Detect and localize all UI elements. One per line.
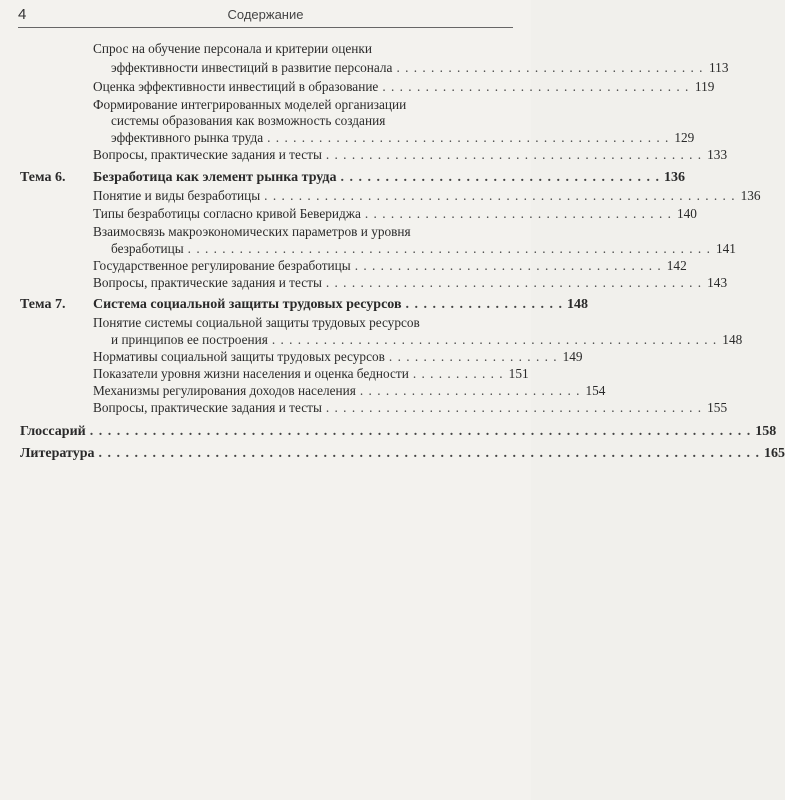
toc-entry[interactable]	[93, 147, 728, 163]
toc-entry-line: Понятие системы социальной защиты трудовых ресурсов	[93, 315, 420, 330]
toc-entry-label: Система социальной защиты трудовых ресурсов	[93, 297, 402, 312]
toc-page-number: 148	[722, 332, 743, 347]
toc-page-number: 149	[562, 349, 583, 364]
toc-page-number: 119	[694, 79, 715, 94]
toc-page-number: 129	[674, 130, 695, 145]
dot-leader: . . . . . . . . . . . . . . . . . . . .	[388, 349, 558, 364]
dot-leader: . . . . . . . . . . . . . . . . . . . . . . . . . . . . . . . . . . . . . . . . . . . . . . . . . . . .	[271, 332, 718, 347]
toc-entry-label: Безработица как элемент рынка труда	[93, 170, 337, 185]
toc-theme-entry[interactable]	[93, 170, 685, 186]
toc-entry-label: эффективности инвестиций в развитие персонала	[111, 60, 393, 75]
toc-entry-label: безработицы	[111, 241, 184, 256]
toc-entry-label: Оценка эффективности инвестиций в образование	[93, 79, 379, 94]
toc-entry[interactable]	[93, 188, 761, 204]
toc-theme-entry[interactable]	[93, 297, 589, 313]
toc-entry-line: Взаимосвязь макроэкономических параметров и уровня	[93, 224, 411, 239]
toc-page-number: 151	[508, 366, 529, 381]
toc-entry-label: Типы безработицы согласно кривой Бевериджа	[93, 206, 361, 221]
page-title: Содержание	[227, 7, 304, 22]
dot-leader: . . . . . . . . . . . . . . . . . . . . . . . . . . . . . . . . . . . .	[396, 60, 704, 75]
toc-page-number: 148	[567, 297, 589, 312]
toc-page-number: 141	[715, 241, 736, 256]
toc-entry-label: Вопросы, практические задания и тесты	[93, 147, 322, 162]
dot-leader: . . . . . . . . . . . . . . . . . . . . . . . . . .	[359, 383, 581, 398]
toc-entry[interactable]	[111, 60, 729, 76]
toc-entry[interactable]	[93, 349, 583, 365]
dot-leader: . . . . . . . . . . .	[412, 366, 504, 381]
toc-page-number: 154	[585, 383, 606, 398]
toc-entry[interactable]	[111, 332, 743, 348]
dot-leader: . . . . . . . . . . . . . . . . . . . . . . . . . . . . . . . . . . . .	[364, 206, 672, 221]
toc-entry[interactable]	[93, 79, 715, 95]
page-number: 4	[18, 6, 27, 23]
toc-entry-line: Формирование интегрированных моделей организации	[93, 97, 407, 112]
dot-leader: . . . . . . . . . . . . . . . . . . . . . . . . . . . . . . . . . . . . . . . . . . . . . . . . . . . . . . . . . . . . . . . . . . . . . . . . . .	[89, 424, 752, 439]
header-rule	[18, 27, 513, 28]
toc-page-number: 143	[707, 275, 728, 290]
toc-entry-label: Глоссарий	[20, 424, 86, 439]
toc-entry[interactable]	[93, 383, 606, 399]
dot-leader: . . . . . . . . . . . . . . . . . . . . . . . . . . . . . . . . . . . . . . . . . . . .	[325, 147, 703, 162]
toc-entry-line: системы образования как возможность создания	[111, 113, 386, 128]
toc-page-number: 140	[676, 206, 697, 221]
toc-page-number: 142	[666, 258, 687, 273]
toc-entry-line: Спрос на обучение персонала и критерии оценки	[93, 41, 372, 56]
toc-entry-label: Вопросы, практические задания и тесты	[93, 400, 322, 415]
toc-page-number: 158	[755, 424, 777, 439]
toc-entry-label: Вопросы, практические задания и тесты	[93, 275, 322, 290]
toc-entry-label: Литература	[20, 446, 95, 461]
toc-entry-label: Понятие и виды безработицы	[93, 188, 261, 203]
toc-entry-label: Государственное регулирование безработицы	[93, 258, 351, 273]
toc-page-number: 113	[709, 60, 729, 75]
toc-entry[interactable]	[111, 130, 695, 146]
toc-entry[interactable]	[93, 206, 697, 222]
toc-entry[interactable]	[93, 400, 728, 416]
toc-page-number: 136	[664, 170, 685, 185]
theme-number: Тема 7.	[20, 297, 66, 312]
dot-leader: . . . . . . . . . . . . . . . . . . . . . . . . . . . . . . . . . . . .	[340, 170, 660, 185]
toc-section-entry[interactable]	[20, 446, 785, 462]
toc-section-entry[interactable]	[20, 424, 777, 440]
toc-entry[interactable]	[111, 241, 736, 257]
theme-number: Тема 6.	[20, 170, 66, 185]
dot-leader: . . . . . . . . . . . . . . . . . . . . . . . . . . . . . . . . . . . . . . . . . . . . . . . . . . . . . . . . . . . . . . . . . . . . . . . . . .	[98, 446, 760, 461]
toc-page-number: 136	[740, 188, 761, 203]
dot-leader: . . . . . . . . . . . . . . . . . . . . . . . . . . . . . . . . . . . .	[354, 258, 662, 273]
toc-entry-label: эффективного рынка труда	[111, 130, 264, 145]
toc-page-number: 133	[707, 147, 728, 162]
dot-leader: . . . . . . . . . . . . . . . . . .	[405, 297, 564, 312]
toc-entry[interactable]	[93, 275, 728, 291]
dot-leader: . . . . . . . . . . . . . . . . . . . . . . . . . . . . . . . . . . . . . . . . . . . .	[325, 275, 703, 290]
toc-entry-label: Показатели уровня жизни населения и оценка бедности	[93, 366, 409, 381]
dot-leader: . . . . . . . . . . . . . . . . . . . . . . . . . . . . . . . . . . . . . . . . . . . .	[325, 400, 703, 415]
dot-leader: . . . . . . . . . . . . . . . . . . . . . . . . . . . . . . . . . . . . . . . . . . . . . . . . . . . . . . .	[264, 188, 736, 203]
toc-entry[interactable]	[93, 366, 529, 382]
dot-leader: . . . . . . . . . . . . . . . . . . . . . . . . . . . . . . . . . . . .	[382, 79, 690, 94]
toc-entry-label: и принципов ее построения	[111, 332, 268, 347]
toc-page-number: 165	[764, 446, 785, 461]
dot-leader: . . . . . . . . . . . . . . . . . . . . . . . . . . . . . . . . . . . . . . . . . . . . . . .	[267, 130, 670, 145]
dot-leader: . . . . . . . . . . . . . . . . . . . . . . . . . . . . . . . . . . . . . . . . . . . . . . . . . . . . . . . . . . . . .	[187, 241, 711, 256]
toc-entry-label: Механизмы регулирования доходов населения	[93, 383, 356, 398]
toc-entry[interactable]	[93, 258, 687, 274]
toc-entry-label: Нормативы социальной защиты трудовых ресурсов	[93, 349, 385, 364]
toc-page-number: 155	[707, 400, 728, 415]
